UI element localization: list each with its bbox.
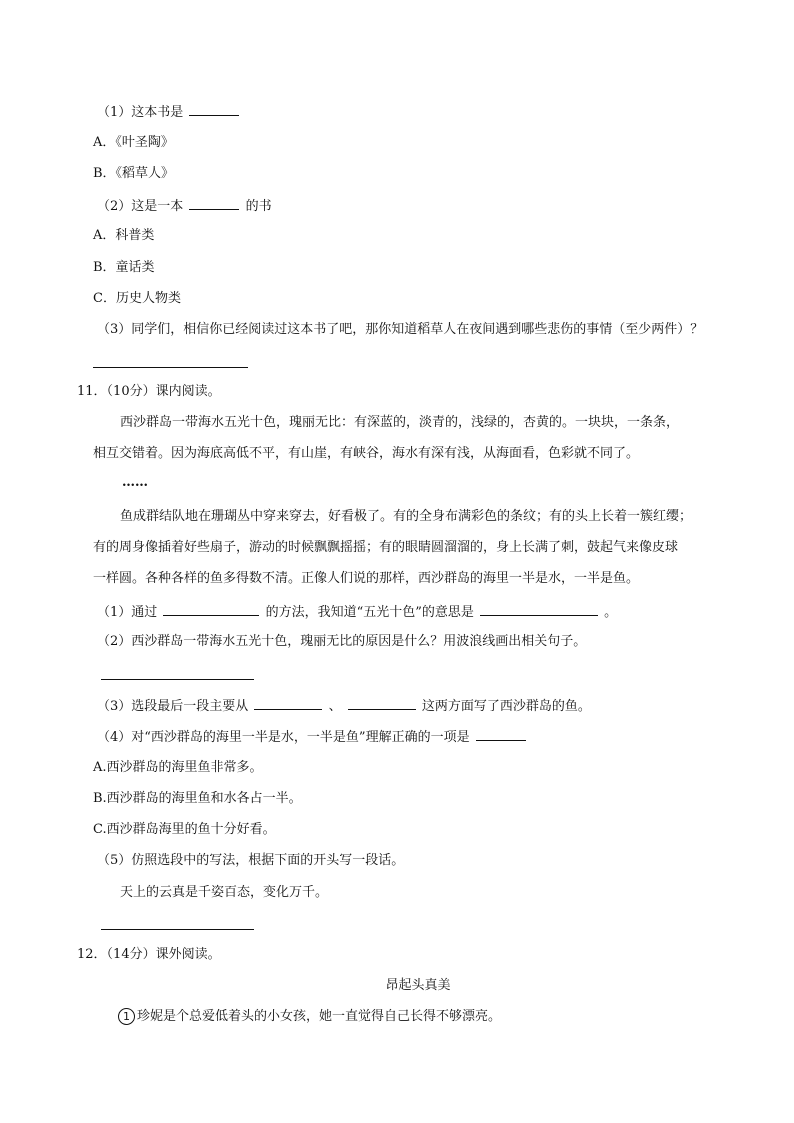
answer-line[interactable] <box>101 679 254 680</box>
s11-q4-option-a: A.西沙群岛的海里鱼非常多。 <box>93 760 263 775</box>
s11-q1-mid: 的方法，我知道“五光十色”的意思是 <box>265 605 474 620</box>
s11-p2-line2: 有的周身像插着好些扇子，游动的时候飘飘摇摇；有的眼睛圆溜溜的，身上长满了刺，鼓起气来像皮球 <box>93 540 679 555</box>
s11-p1-line1: 西沙群岛一带海水五光十色，瑰丽无比：有深蓝的，淡青的，浅绿的，杏黄的。一块块，一条条， <box>120 415 680 430</box>
s10-q1-option-a: A．《叶圣陶》 <box>93 135 174 150</box>
answer-line[interactable] <box>93 367 248 368</box>
s10-q2-option-b: B．童话类 <box>93 260 155 275</box>
s11-header: 11．（10分）课内阅读。 <box>77 384 221 399</box>
s11-q4-text: （4）对“西沙群岛的海里一半是水，一半是鱼”理解正确的一项是 <box>97 730 470 745</box>
answer-blank[interactable] <box>348 696 416 710</box>
s10-q3: （3）同学们，相信你已经阅读过这本书了吧，那你知道稻草人在夜间遇到哪些悲伤的事情（至少两件）？ <box>97 322 704 337</box>
s11-q1-pre: （1）通过 <box>97 605 158 620</box>
s12-title: 昂起头真美 <box>385 978 451 993</box>
answer-blank[interactable] <box>254 696 322 710</box>
answer-blank[interactable] <box>480 602 598 616</box>
circled-number-1: 1 <box>118 1008 135 1025</box>
s11-p2-line1: 鱼成群结队地在珊瑚丛中穿来穿去，好看极了。有的全身布满彩色的条纹；有的头上长着一簇红缨； <box>120 509 693 524</box>
answer-line[interactable] <box>101 929 254 930</box>
s11-p1-line2: 相互交错着。因为海底高低不平，有山崖，有峡谷，海水有深有浅，从海面看，色彩就不同了。 <box>93 446 640 461</box>
s11-q4-option-b: B.西沙群岛的海里鱼和水各占一半。 <box>93 791 302 806</box>
s11-q4-option-c: C.西沙群岛海里的鱼十分好看。 <box>93 822 276 837</box>
s11-q3 <box>97 696 591 716</box>
s11-q5-start: 天上的云真是千姿百态，变化万千。 <box>120 885 329 900</box>
s11-q2: （2）西沙群岛一带海水五光十色，瑰丽无比的原因是什么？用波浪线画出相关句子。 <box>97 634 587 649</box>
s10-q2-option-c: C．历史人物类 <box>93 291 181 306</box>
s12-p1-text: 珍妮是个总爱低着头的小女孩，她一直觉得自己长得不够漂亮。 <box>137 1009 502 1024</box>
s10-q2 <box>97 196 272 216</box>
s10-q1-text: （1）这本书是 <box>97 105 184 120</box>
s10-q1 <box>97 102 241 122</box>
s11-q3-pre: （3）选段最后一段主要从 <box>97 699 249 714</box>
answer-blank[interactable] <box>476 727 526 741</box>
s11-ellipsis: …… <box>122 475 148 490</box>
answer-blank[interactable] <box>163 602 259 616</box>
s10-q2-post: 的书 <box>245 199 272 214</box>
s11-q3-post: 这两方面写了西沙群岛的鱼。 <box>421 699 591 714</box>
s11-q5: （5）仿照选段中的写法，根据下面的开头写一段话。 <box>97 853 405 868</box>
s11-q4 <box>97 727 528 747</box>
s11-q1-post: 。 <box>604 605 618 620</box>
s12-header: 12．（14分）课外阅读。 <box>77 947 221 962</box>
answer-blank[interactable] <box>189 102 239 116</box>
s11-p2-line3: 一样圆。各种各样的鱼多得数不清。正像人们说的那样，西沙群岛的海里一半是水，一半是鱼。 <box>93 571 640 586</box>
s12-p1 <box>118 1008 501 1026</box>
s10-q1-option-b: B．《稻草人》 <box>93 166 175 181</box>
s11-q3-mid: 、 <box>328 699 342 714</box>
answer-blank[interactable] <box>189 196 239 210</box>
s10-q2-pre: （2）这是一本 <box>97 199 184 214</box>
s10-q2-option-a: A．科普类 <box>93 228 155 243</box>
s11-q1 <box>97 602 617 622</box>
